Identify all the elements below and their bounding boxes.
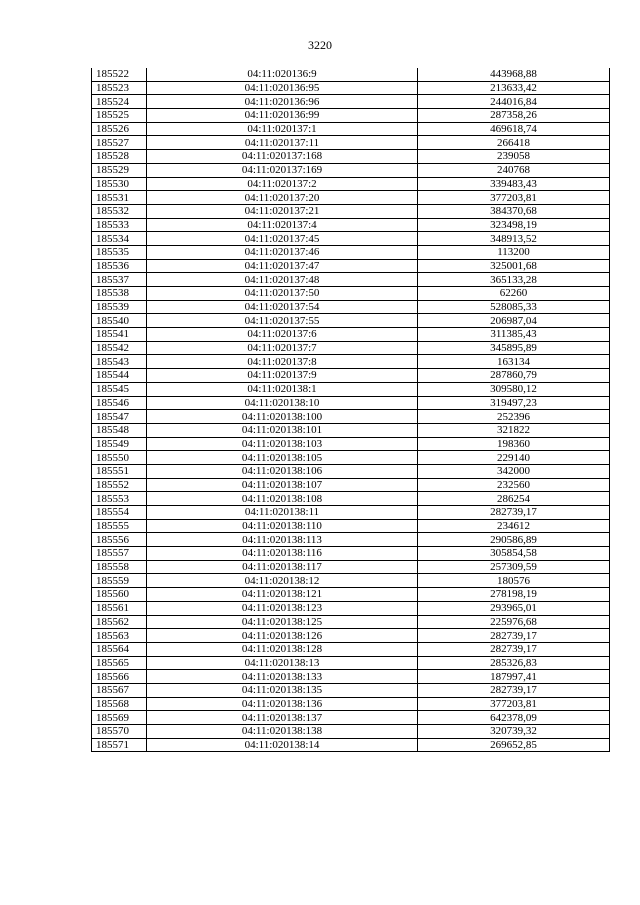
table-row (92, 314, 610, 328)
table-row (92, 245, 610, 259)
record-number-cell: 185525 (92, 109, 147, 123)
table-row (92, 423, 610, 437)
value-cell: 321822 (418, 423, 610, 437)
record-number-cell: 185529 (92, 163, 147, 177)
value-cell: 342000 (418, 464, 610, 478)
table-row (92, 601, 610, 615)
record-number-cell: 185565 (92, 656, 147, 670)
cadastral-number-cell: 04:11:020138:12 (147, 574, 418, 588)
table-row (92, 615, 610, 629)
cadastral-number-cell: 04:11:020138:108 (147, 492, 418, 506)
record-number-cell: 185546 (92, 396, 147, 410)
record-number-cell: 185522 (92, 68, 147, 81)
value-cell: 528085,33 (418, 300, 610, 314)
record-number-cell: 185561 (92, 601, 147, 615)
value-cell: 234612 (418, 519, 610, 533)
cadastral-number-cell: 04:11:020137:2 (147, 177, 418, 191)
table-row (92, 136, 610, 150)
record-number-cell: 185543 (92, 355, 147, 369)
registry-table-body (92, 68, 610, 752)
cadastral-number-cell: 04:11:020137:46 (147, 245, 418, 259)
table-row (92, 287, 610, 301)
table-row (92, 725, 610, 739)
record-number-cell: 185531 (92, 191, 147, 205)
cadastral-number-cell: 04:11:020138:125 (147, 615, 418, 629)
value-cell: 229140 (418, 451, 610, 465)
cadastral-number-cell: 04:11:020137:8 (147, 355, 418, 369)
table-row (92, 683, 610, 697)
cadastral-number-cell: 04:11:020138:107 (147, 478, 418, 492)
table-row (92, 259, 610, 273)
value-cell: 163134 (418, 355, 610, 369)
cadastral-number-cell: 04:11:020138:10 (147, 396, 418, 410)
table-row (92, 396, 610, 410)
cadastral-number-cell: 04:11:020138:11 (147, 506, 418, 520)
value-cell: 348913,52 (418, 232, 610, 246)
registry-table (91, 68, 610, 752)
record-number-cell: 185556 (92, 533, 147, 547)
cadastral-number-cell: 04:11:020137:7 (147, 341, 418, 355)
cadastral-number-cell: 04:11:020138:100 (147, 410, 418, 424)
cadastral-number-cell: 04:11:020138:101 (147, 423, 418, 437)
value-cell: 240768 (418, 163, 610, 177)
cadastral-number-cell: 04:11:020138:116 (147, 547, 418, 561)
record-number-cell: 185557 (92, 547, 147, 561)
value-cell: 287860,79 (418, 369, 610, 383)
cadastral-number-cell: 04:11:020138:138 (147, 725, 418, 739)
value-cell: 309580,12 (418, 382, 610, 396)
cadastral-number-cell: 04:11:020138:110 (147, 519, 418, 533)
value-cell: 377203,81 (418, 697, 610, 711)
record-number-cell: 185566 (92, 670, 147, 684)
value-cell: 320739,32 (418, 725, 610, 739)
record-number-cell: 185562 (92, 615, 147, 629)
page-number: 3220 (308, 38, 332, 52)
cadastral-number-cell: 04:11:020137:6 (147, 328, 418, 342)
table-row (92, 629, 610, 643)
record-number-cell: 185536 (92, 259, 147, 273)
table-row (92, 642, 610, 656)
value-cell: 282739,17 (418, 629, 610, 643)
table-row (92, 533, 610, 547)
table-row (92, 300, 610, 314)
record-number-cell: 185560 (92, 588, 147, 602)
table-row (92, 478, 610, 492)
record-number-cell: 185558 (92, 560, 147, 574)
table-row (92, 410, 610, 424)
record-number-cell: 185534 (92, 232, 147, 246)
value-cell: 282739,17 (418, 683, 610, 697)
table-row (92, 574, 610, 588)
record-number-cell: 185569 (92, 711, 147, 725)
cadastral-number-cell: 04:11:020138:121 (147, 588, 418, 602)
cadastral-number-cell: 04:11:020138:1 (147, 382, 418, 396)
cadastral-number-cell: 04:11:020138:123 (147, 601, 418, 615)
table-row (92, 369, 610, 383)
record-number-cell: 185541 (92, 328, 147, 342)
record-number-cell: 185527 (92, 136, 147, 150)
cadastral-number-cell: 04:11:020138:106 (147, 464, 418, 478)
table-row (92, 382, 610, 396)
value-cell: 213633,42 (418, 81, 610, 95)
cadastral-number-cell: 04:11:020138:135 (147, 683, 418, 697)
record-number-cell: 185533 (92, 218, 147, 232)
cadastral-number-cell: 04:11:020137:168 (147, 150, 418, 164)
cadastral-number-cell: 04:11:020136:95 (147, 81, 418, 95)
value-cell: 187997,41 (418, 670, 610, 684)
value-cell: 443968,88 (418, 68, 610, 81)
value-cell: 287358,26 (418, 109, 610, 123)
record-number-cell: 185523 (92, 81, 147, 95)
cadastral-number-cell: 04:11:020138:13 (147, 656, 418, 670)
value-cell: 206987,04 (418, 314, 610, 328)
cadastral-number-cell: 04:11:020137:169 (147, 163, 418, 177)
record-number-cell: 185538 (92, 287, 147, 301)
value-cell: 62260 (418, 287, 610, 301)
record-number-cell: 185544 (92, 369, 147, 383)
record-number-cell: 185548 (92, 423, 147, 437)
table-row (92, 697, 610, 711)
table-row (92, 204, 610, 218)
cadastral-number-cell: 04:11:020137:45 (147, 232, 418, 246)
record-number-cell: 185559 (92, 574, 147, 588)
record-number-cell: 185537 (92, 273, 147, 287)
record-number-cell: 185528 (92, 150, 147, 164)
table-row (92, 122, 610, 136)
cadastral-number-cell: 04:11:020137:55 (147, 314, 418, 328)
table-row (92, 232, 610, 246)
record-number-cell: 185532 (92, 204, 147, 218)
cadastral-number-cell: 04:11:020137:20 (147, 191, 418, 205)
table-row (92, 68, 610, 81)
record-number-cell: 185542 (92, 341, 147, 355)
record-number-cell: 185539 (92, 300, 147, 314)
table-row (92, 711, 610, 725)
cadastral-number-cell: 04:11:020138:126 (147, 629, 418, 643)
value-cell: 285326,83 (418, 656, 610, 670)
record-number-cell: 185524 (92, 95, 147, 109)
cadastral-number-cell: 04:11:020136:9 (147, 68, 418, 81)
cadastral-number-cell: 04:11:020137:21 (147, 204, 418, 218)
cadastral-number-cell: 04:11:020137:11 (147, 136, 418, 150)
table-row (92, 451, 610, 465)
value-cell: 290586,89 (418, 533, 610, 547)
value-cell: 305854,58 (418, 547, 610, 561)
value-cell: 642378,09 (418, 711, 610, 725)
record-number-cell: 185563 (92, 629, 147, 643)
cadastral-number-cell: 04:11:020138:113 (147, 533, 418, 547)
cadastral-number-cell: 04:11:020138:136 (147, 697, 418, 711)
value-cell: 232560 (418, 478, 610, 492)
value-cell: 113200 (418, 245, 610, 259)
value-cell: 282739,17 (418, 506, 610, 520)
value-cell: 319497,23 (418, 396, 610, 410)
table-row (92, 218, 610, 232)
cadastral-number-cell: 04:11:020138:137 (147, 711, 418, 725)
cadastral-number-cell: 04:11:020137:47 (147, 259, 418, 273)
record-number-cell: 185540 (92, 314, 147, 328)
record-number-cell: 185555 (92, 519, 147, 533)
record-number-cell: 185554 (92, 506, 147, 520)
table-row (92, 341, 610, 355)
table-row (92, 492, 610, 506)
record-number-cell: 185535 (92, 245, 147, 259)
cadastral-number-cell: 04:11:020136:99 (147, 109, 418, 123)
value-cell: 365133,28 (418, 273, 610, 287)
value-cell: 384370,68 (418, 204, 610, 218)
table-row (92, 464, 610, 478)
table-row (92, 588, 610, 602)
table-row (92, 163, 610, 177)
table-row (92, 109, 610, 123)
value-cell: 180576 (418, 574, 610, 588)
value-cell: 469618,74 (418, 122, 610, 136)
value-cell: 377203,81 (418, 191, 610, 205)
record-number-cell: 185564 (92, 642, 147, 656)
table-row (92, 81, 610, 95)
record-number-cell: 185551 (92, 464, 147, 478)
table-row (92, 355, 610, 369)
record-number-cell: 185571 (92, 738, 147, 752)
cadastral-number-cell: 04:11:020137:50 (147, 287, 418, 301)
table-row (92, 519, 610, 533)
value-cell: 225976,68 (418, 615, 610, 629)
cadastral-number-cell: 04:11:020136:96 (147, 95, 418, 109)
cadastral-number-cell: 04:11:020138:105 (147, 451, 418, 465)
value-cell: 278198,19 (418, 588, 610, 602)
record-number-cell: 185552 (92, 478, 147, 492)
table-row (92, 328, 610, 342)
table-row (92, 177, 610, 191)
value-cell: 257309,59 (418, 560, 610, 574)
cadastral-number-cell: 04:11:020138:128 (147, 642, 418, 656)
table-row (92, 560, 610, 574)
cadastral-number-cell: 04:11:020137:4 (147, 218, 418, 232)
value-cell: 252396 (418, 410, 610, 424)
cadastral-number-cell: 04:11:020137:48 (147, 273, 418, 287)
value-cell: 311385,43 (418, 328, 610, 342)
value-cell: 282739,17 (418, 642, 610, 656)
cadastral-number-cell: 04:11:020137:54 (147, 300, 418, 314)
table-row (92, 547, 610, 561)
record-number-cell: 185570 (92, 725, 147, 739)
cadastral-number-cell: 04:11:020137:9 (147, 369, 418, 383)
record-number-cell: 185545 (92, 382, 147, 396)
value-cell: 345895,89 (418, 341, 610, 355)
table-row (92, 273, 610, 287)
record-number-cell: 185526 (92, 122, 147, 136)
value-cell: 266418 (418, 136, 610, 150)
table-row (92, 656, 610, 670)
value-cell: 269652,85 (418, 738, 610, 752)
value-cell: 323498,19 (418, 218, 610, 232)
cadastral-number-cell: 04:11:020137:1 (147, 122, 418, 136)
table-row (92, 738, 610, 752)
value-cell: 339483,43 (418, 177, 610, 191)
table-row (92, 506, 610, 520)
value-cell: 286254 (418, 492, 610, 506)
record-number-cell: 185553 (92, 492, 147, 506)
value-cell: 244016,84 (418, 95, 610, 109)
value-cell: 293965,01 (418, 601, 610, 615)
record-number-cell: 185549 (92, 437, 147, 451)
record-number-cell: 185550 (92, 451, 147, 465)
record-number-cell: 185530 (92, 177, 147, 191)
cadastral-number-cell: 04:11:020138:117 (147, 560, 418, 574)
record-number-cell: 185567 (92, 683, 147, 697)
table-row (92, 670, 610, 684)
cadastral-number-cell: 04:11:020138:133 (147, 670, 418, 684)
table-row (92, 437, 610, 451)
record-number-cell: 185568 (92, 697, 147, 711)
cadastral-number-cell: 04:11:020138:14 (147, 738, 418, 752)
table-row (92, 191, 610, 205)
record-number-cell: 185547 (92, 410, 147, 424)
value-cell: 239058 (418, 150, 610, 164)
value-cell: 325001,68 (418, 259, 610, 273)
value-cell: 198360 (418, 437, 610, 451)
table-row (92, 95, 610, 109)
cadastral-number-cell: 04:11:020138:103 (147, 437, 418, 451)
table-row (92, 150, 610, 164)
